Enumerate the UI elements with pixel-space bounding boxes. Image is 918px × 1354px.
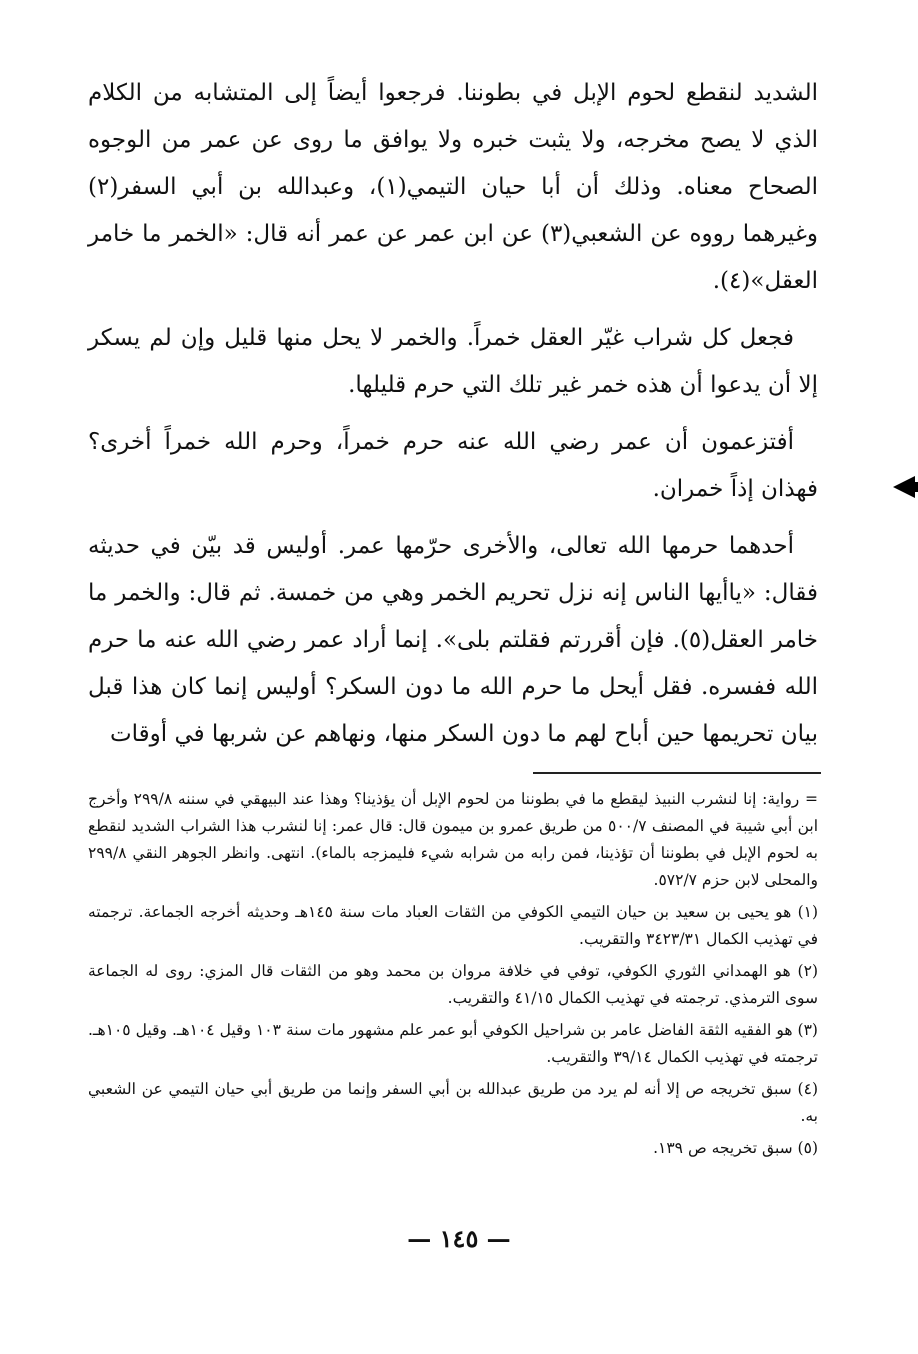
footnote: (١) هو يحيى بن سعيد بن حيان التيمي الكوفي من الثقات العباد مات سنة ١٤٥هـ وحديثه أخرجه الجماعة. ترجمته في تهذيب الكمال ٣٤٢٣/٣١ والتقريب. bbox=[88, 903, 819, 948]
footnotes-section bbox=[88, 786, 818, 1167]
main-paragraph: فجعل كل شراب غيّر العقل خمراً. والخمر لا يحل منها قليل وإن لم يسكر إلا أن يدعوا أن هذه خمر غير تلك التي حرم قليلها. bbox=[88, 325, 818, 398]
footnote-divider bbox=[533, 772, 821, 774]
page-edge-arrow-tail bbox=[905, 482, 918, 492]
main-paragraph: أحدهما حرمها الله تعالى، والأخرى حرّمها عمر. أوليس قد بيّن في حديثه فقال: «ياأيها الناس إنه نزل تحريم الخمر وهي من خمسة. ثم قال: والخمر ما خامر العقل(٥). فإن أقررتم فقلتم بلى». إنما أراد عمر رضي الله عنه ما حرم الله ففسره. فقل أيحل ما حرم الله ما دون السكر؟ أوليس إنما كان هذا قبل بيان تحريمها حين أباح لهم ما دون السكر منها، ونهاهم عن شربها في أوقات bbox=[88, 533, 818, 747]
main-paragraph: الشديد لنقطع لحوم الإبل في بطوننا. فرجعوا أيضاً إلى المتشابه من الكلام الذي لا يصح مخرجه، ولا يثبت خبره ولا يوافق ما روى عن عمر من الوجوه الصحاح معناه. وذلك أن أبا حيان التيمي(١)، وعبدالله بن أبي السفر(٢) وغيرهما رووه عن الشعبي(٣) عن ابن عمر عن عمر أنه قال: «الخمر ما خامر العقل»(٤). bbox=[88, 80, 819, 294]
main-text-body bbox=[88, 70, 818, 768]
footnote: (٢) هو الهمداني الثوري الكوفي، توفي في خلافة مروان بن محمد وهو من الثقات قال المزي: روى له الجماعة سوى الترمذي. ترجمته في تهذيب الكمال ٤١/١٥ والتقريب. bbox=[88, 962, 818, 1007]
footnote: = رواية: إنا لنشرب النبيذ ليقطع ما في بطوننا من لحوم الإبل أن يؤذينا؟ وهذا عند البيهقي في سننه ٢٩٩/٨ وأخرج ابن أبي شيبة في المصنف ٥٠٠/٧ من طريق عمرو بن ميمون قال: قال عمر: إنا لنشرب هذا الشراب الشديد لنقطع به لحوم الإبل في بطوننا أن تؤذينا، فمن رابه من شرابه شيء فليمزجه بالماء). انتهى. وانظر الجوهر النقي ٢٩٩/٨ والمحلى لابن حزم ٥٧٢/٧. bbox=[88, 790, 818, 889]
main-paragraph: أفتزعمون أن عمر رضي الله عنه حرم خمراً، وحرم الله خمراً أخرى؟ فهذان إذاً خمران. bbox=[88, 429, 818, 502]
footnote: (٤) سبق تخريجه ص إلا أنه لم يرد من طريق عبدالله بن أبي السفر وإنما من طريق أبي حيان التيمي عن الشعبي به. bbox=[88, 1080, 818, 1125]
page-number: — ١٤٥ — bbox=[407, 1224, 511, 1253]
footnote: (٣) هو الفقيه الثقة الفاضل عامر بن شراحيل الكوفي أبو عمر علم مشهور مات سنة ١٠٣ وقيل ١٠٤هـ. وقيل ١٠٥هـ. ترجمته في تهذيب الكمال ٣٩/١٤ والتقريب. bbox=[88, 1021, 818, 1066]
footnote: (٥) سبق تخريجه ص ١٣٩. bbox=[653, 1139, 818, 1157]
